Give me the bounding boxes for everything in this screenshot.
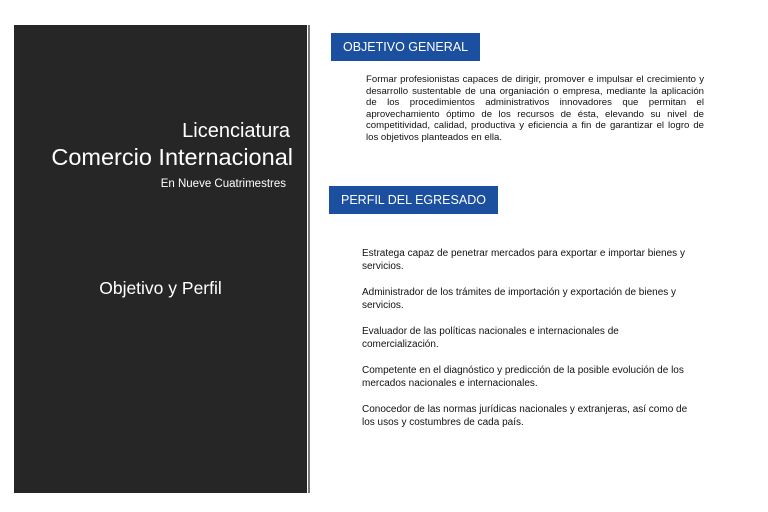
profile-item: Estratega capaz de penetrar mercados para exportar e importar bienes y servicios.: [362, 248, 685, 272]
perfil-egresado-heading: PERFIL DEL EGRESADO: [329, 186, 498, 214]
profile-item: Evaluador de las políticas nacionales e internacionales de comercialización.: [362, 326, 619, 350]
profile-item: Conocedor de las normas jurídicas nacionales y extranjeras, así como de los usos y costumbres de cada país.: [362, 404, 688, 429]
profile-item: Administrador de los trámites de importación y exportación de bienes y servicios.: [362, 287, 677, 311]
perfil-egresado-list: [362, 248, 698, 443]
degree-label: Licenciatura: [182, 120, 290, 142]
vertical-divider: [308, 25, 310, 493]
duration-subtitle: En Nueve Cuatrimestres: [160, 178, 286, 190]
objetivo-general-text: Formar profesionistas capaces de dirigir, promover e impulsar el crecimiento y desarrollo sustentable de una organiación o empresa, mediante la aplicación de los procedimientos administrativos innovadores que permitan el aprovechamiento óptimo de los recursos de ésta, elevando su nivel de competitividad, calidad, productiva y eficiencia a fin de garantizar el logro de los objetivos planteados en ella.: [366, 74, 704, 143]
cover-panel: [14, 25, 307, 493]
section-label: Objetivo y Perfil: [99, 278, 222, 298]
program-title: Comercio Internacional: [51, 144, 293, 170]
profile-item: Competente en el diagnóstico y predicción de la posible evolución de los mercados nacionales e internacionales.: [362, 365, 684, 390]
objetivo-general-heading: OBJETIVO GENERAL: [331, 33, 480, 61]
